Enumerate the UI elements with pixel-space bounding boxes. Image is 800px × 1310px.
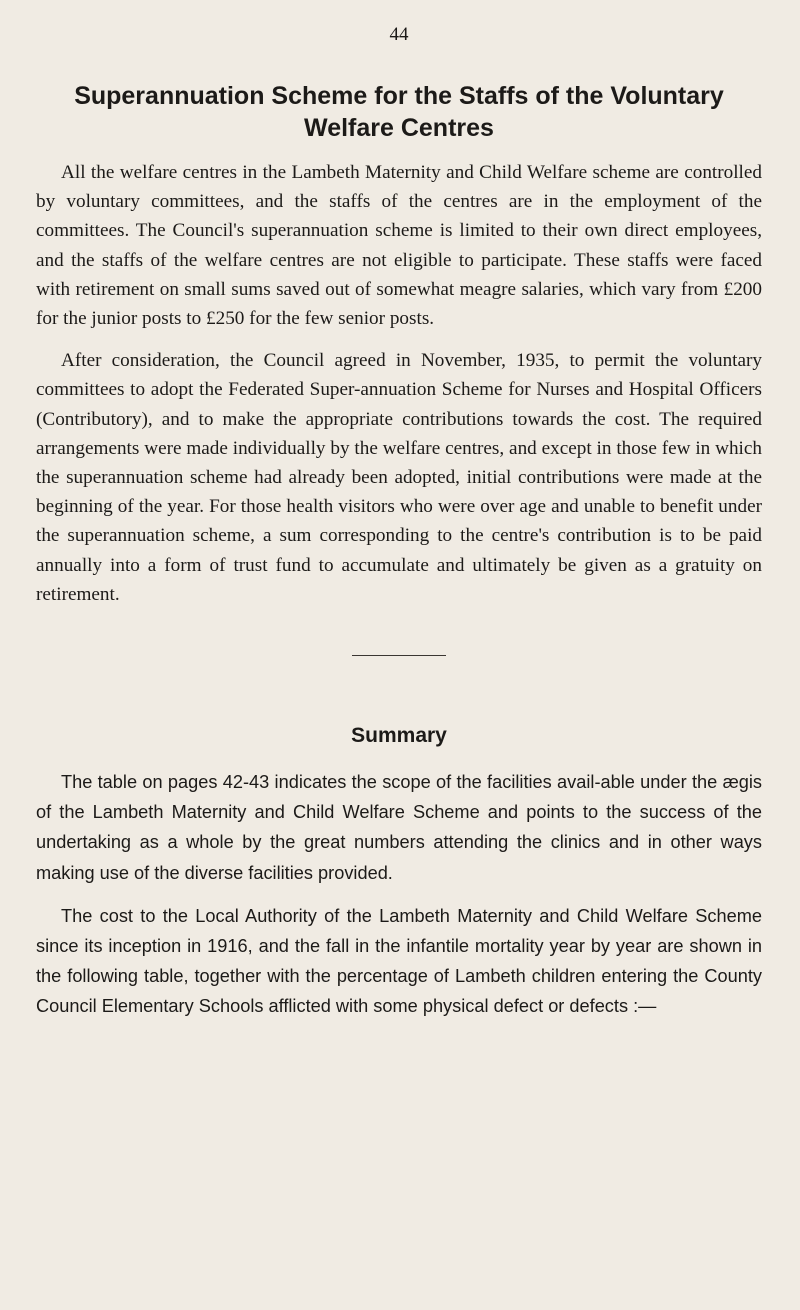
section-divider	[352, 655, 446, 656]
section-title	[36, 80, 762, 144]
page-number: 44	[389, 24, 409, 45]
section-title-line-1: Superannuation Scheme for the Staffs of the Voluntary	[74, 82, 724, 110]
superannuation-paragraph-2: After consideration, the Council agreed in November, 1935, to permit the voluntary committees to adopt the Federated Super-annuation Scheme for Nurses and Hospital Officers (Contributory), and to make the appropriate contributions towards the cost. The required arrangements were made individually by the welfare centres, and except in those few in which the superannuation scheme had already been adopted, initial contributions were made at the beginning of the year. For those health visitors who were over age and unable to benefit under the superannuation scheme, a sum corresponding to the centre's contribution is to be paid annually into a form of trust fund to accumulate and ultimately be given as a gratuity on retirement.	[36, 350, 762, 605]
summary-title: Summary	[351, 724, 447, 748]
summary-paragraph-2: The cost to the Local Authority of the Lambeth Maternity and Child Welfare Scheme since its inception in 1916, and the fall in the infantile mortality year by year are shown in the following table, together with the percentage of Lambeth children entering the County Council Elementary Schools afflicted with some physical defect or defects :—	[36, 905, 762, 1017]
summary-section	[36, 722, 762, 1022]
summary-paragraph-1: The table on pages 42-43 indicates the scope of the facilities avail-able under the ægis of the Lambeth Maternity and Child Welfare Scheme and points to the success of the undertaking as a whole by the great numbers attending the clinics and in other ways making use of the diverse facilities provided.	[36, 772, 762, 883]
superannuation-section	[36, 80, 762, 609]
superannuation-paragraph-1: All the welfare centres in the Lambeth Maternity and Child Welfare scheme are controlled by voluntary committees, and the staffs of the centres are in the employment of the committees. The Council's superannuation scheme is limited to their own direct employees, and the staffs of the welfare centres are not eligible to participate. These staffs were faced with retirement on small sums saved out of somewhat meagre salaries, which vary from £200 for the junior posts to £250 for the few senior posts.	[36, 162, 762, 330]
section-title-line-2: Welfare Centres	[304, 114, 494, 142]
